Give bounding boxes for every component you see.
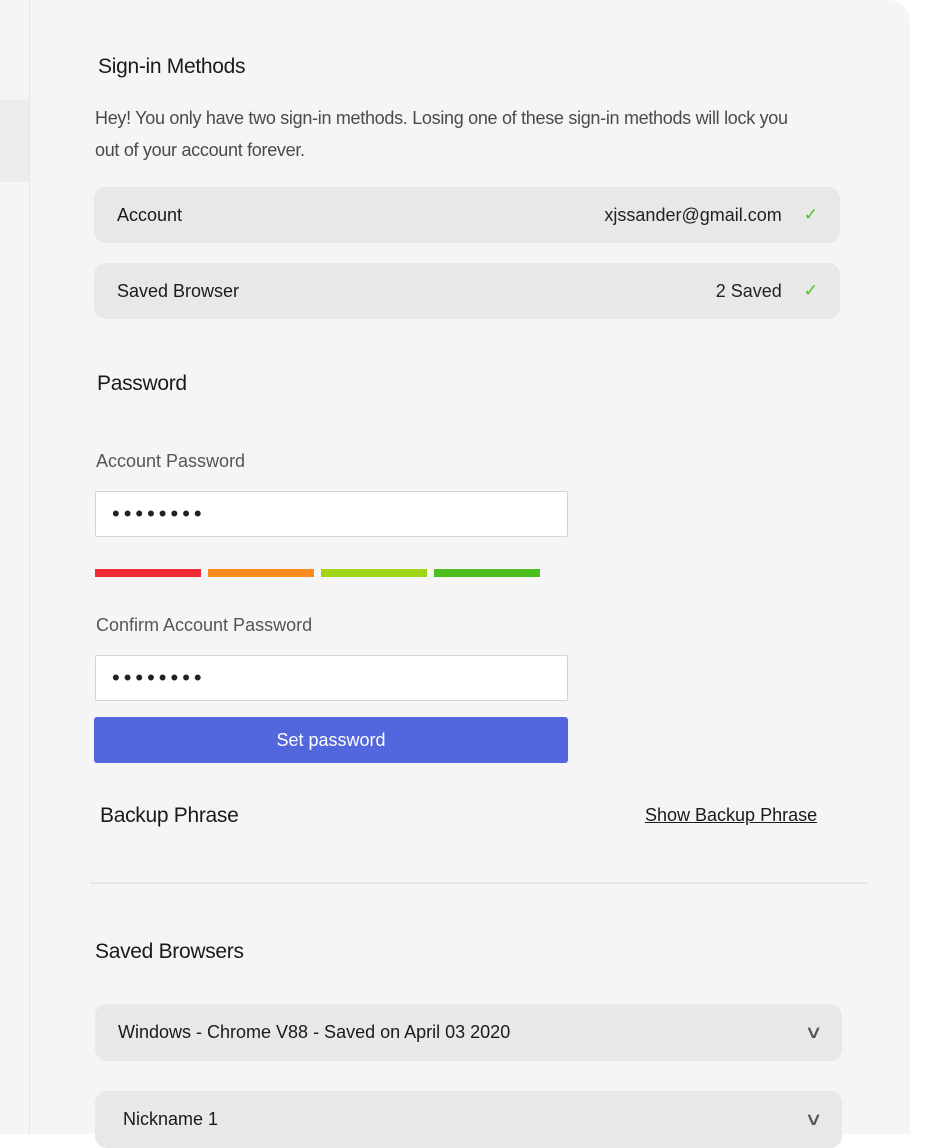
method-value: 2 Saved [715, 280, 782, 301]
method-label: Account [117, 204, 183, 225]
strength-bar-segment [95, 569, 201, 577]
strength-bar-segment [208, 569, 314, 577]
method-value: xjssander@gmail.com [604, 204, 782, 225]
check-icon: ✓ [803, 205, 818, 224]
browser-label: Nickname 1 [123, 1109, 219, 1129]
signin-description: Hey! You only have two sign-in methods. Losing one of these sign-in methods will lock you out of your account forever. [95, 108, 788, 160]
signin-method-account [94, 187, 840, 243]
confirm-password-input[interactable]: •••••••• [95, 655, 568, 701]
password-title: Password [97, 372, 187, 395]
sidebar [0, 0, 30, 1134]
chevron-down-icon[interactable]: ∨ [804, 1109, 823, 1129]
saved-browsers-title: Saved Browsers [95, 940, 244, 963]
method-label: Saved Browser [117, 280, 240, 301]
strength-bar-segment [434, 569, 540, 577]
strength-bar-segment [321, 569, 427, 577]
browser-label: Windows - Chrome V88 - Saved on April 03 2020 [118, 1022, 511, 1042]
set-password-button[interactable]: Set password [94, 717, 568, 763]
confirm-password-label: Confirm Account Password [96, 615, 313, 635]
check-icon: ✓ [803, 281, 818, 300]
saved-browser-item[interactable] [95, 1091, 842, 1148]
account-password-input[interactable]: •••••••• [95, 491, 568, 537]
sidebar-selected-item[interactable] [0, 100, 29, 182]
backup-phrase-title: Backup Phrase [100, 804, 239, 827]
show-backup-phrase-link[interactable]: Show Backup Phrase [645, 805, 818, 825]
signin-methods-title: Sign-in Methods [98, 55, 246, 78]
divider [90, 882, 867, 884]
signin-method-saved-browser [94, 263, 840, 319]
account-password-label: Account Password [96, 451, 246, 471]
chevron-down-icon[interactable]: ∨ [804, 1022, 823, 1042]
saved-browser-item[interactable] [95, 1004, 842, 1061]
